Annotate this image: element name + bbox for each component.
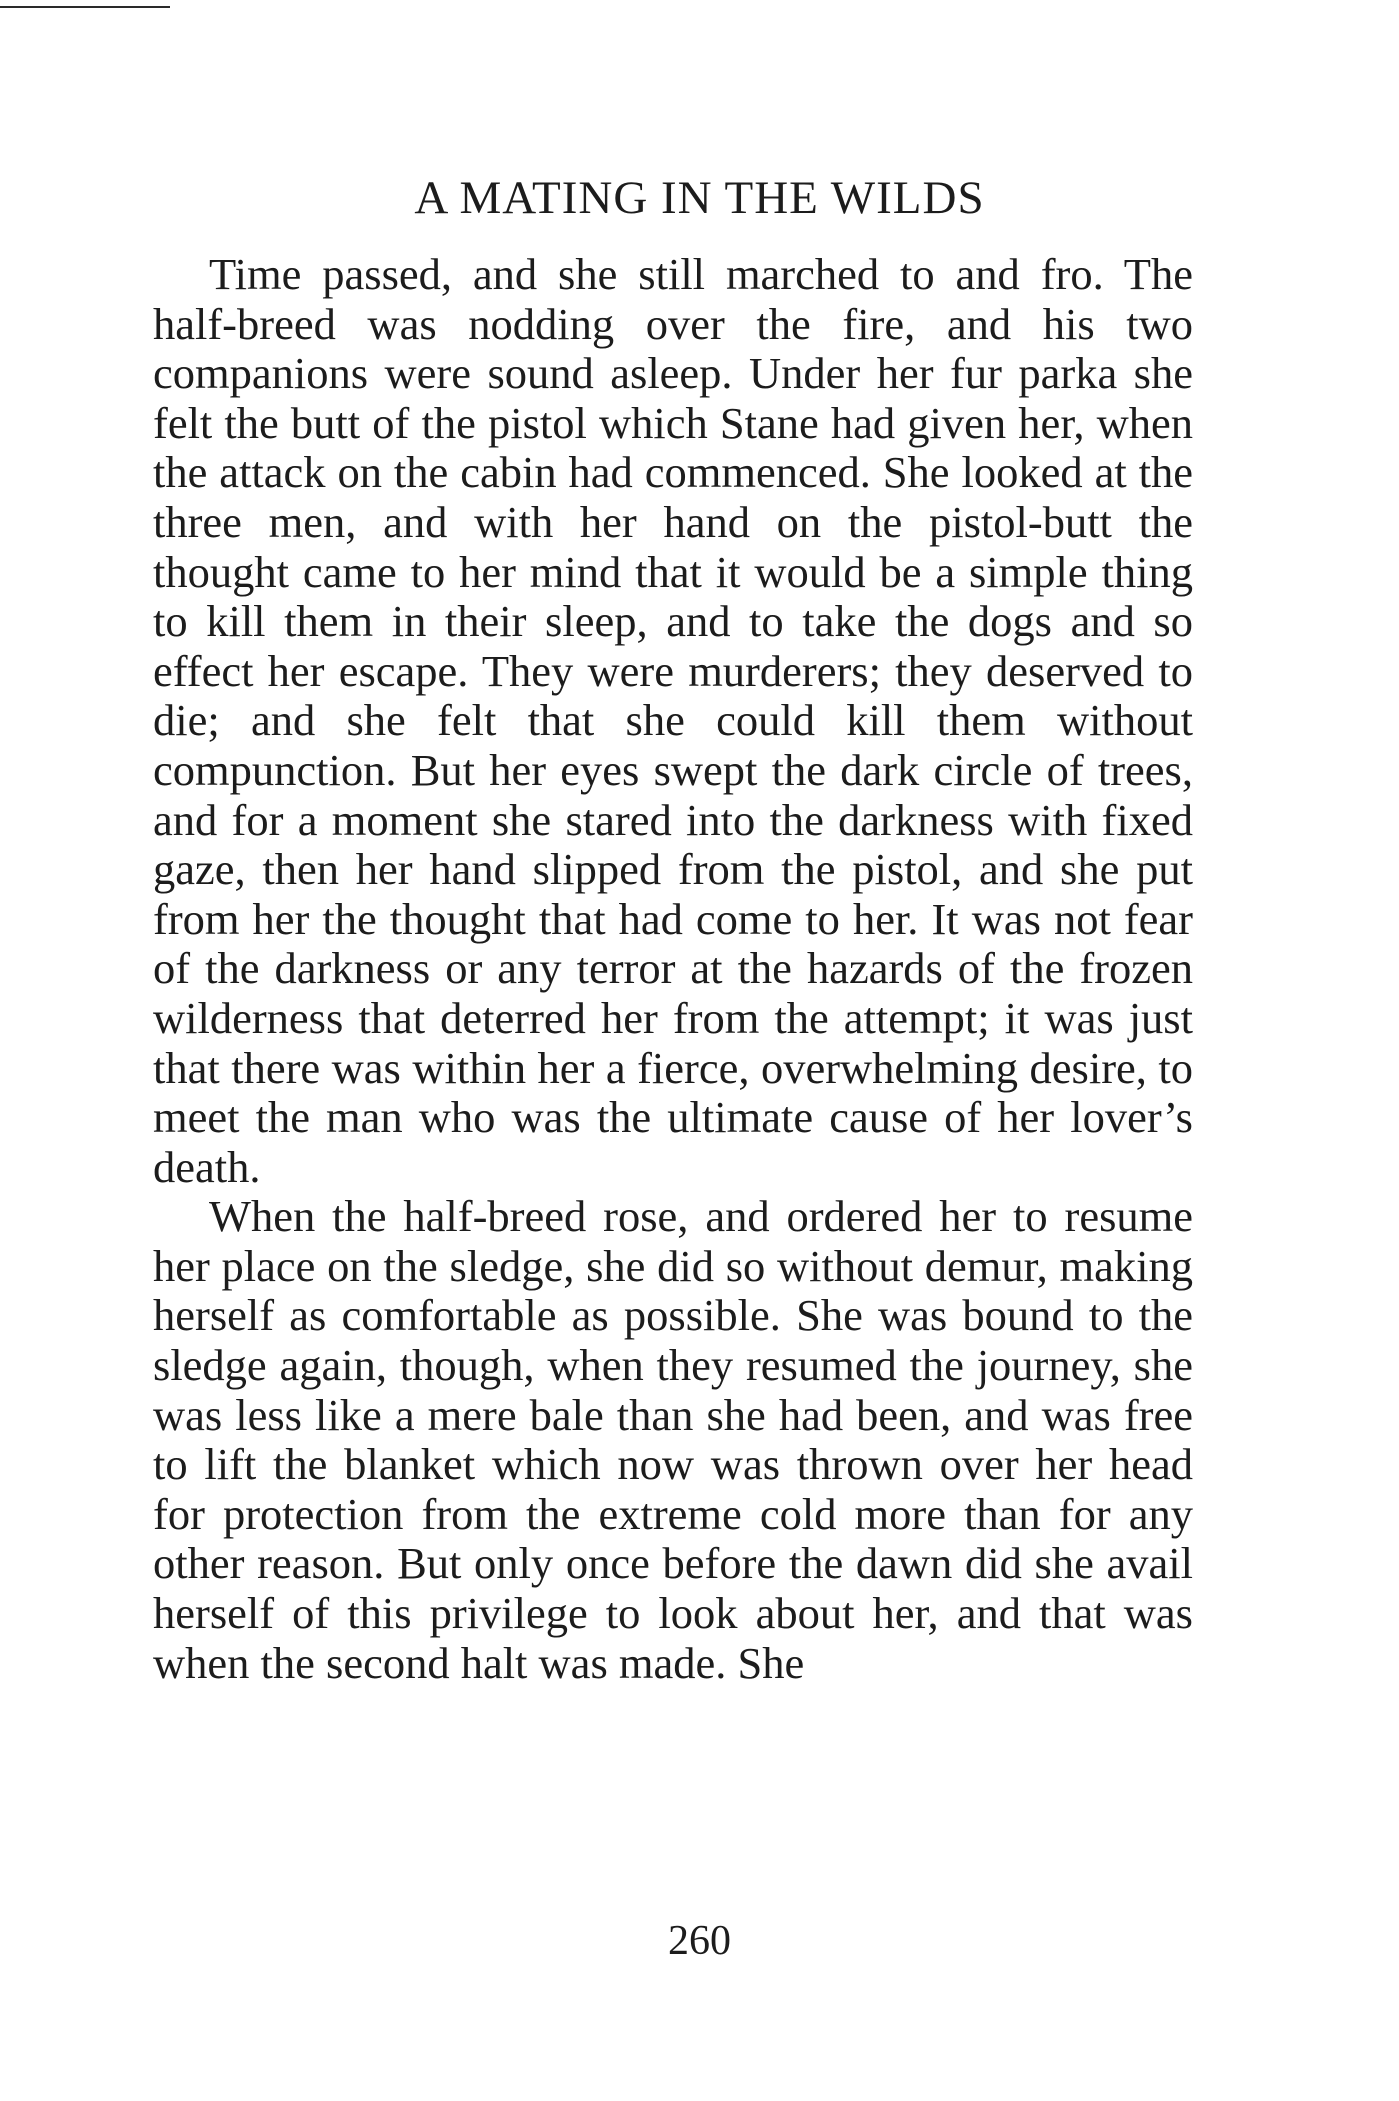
corner-rule xyxy=(0,6,170,8)
paragraph-1: Time passed, and she still marched to and fro. The half-breed was nodding over the fire, and his two companions were sound asleep. Under her fur parka she felt the butt of the pistol which Stane had given her, when the attack on the cabin had commenced. She looked at the three men, and with her hand on the pistol-butt the thought came to her mind that it would be a simple thing to kill them in their sleep, and to take the dogs and so effect her escape. They were murderers; they deserved to die; and she felt that she could kill them without compunction. But her eyes swept the dark circle of trees, and for a moment she stared into the darkness with fixed gaze, then her hand slipped from the pistol, and she put from her the thought that had come to her. It was not fear of the darkness or any terror at the hazards of the frozen wilderness that deterred her from the attempt; it was just that there was within her a fierce, overwhelming desire, to meet the man who was the ultimate cause of her lover’s death. xyxy=(153,249,1193,1192)
running-head: A MATING IN THE WILDS xyxy=(414,172,985,224)
body-text xyxy=(153,250,1193,1688)
page-number: 260 xyxy=(668,1918,731,1964)
paragraph-2: When the half-breed rose, and ordered her to resume her place on the sledge, she did so without demur, making herself as comfortable as possible. She was bound to the sledge again, though, when they resumed the journey, she was less like a mere bale than she had been, and was free to lift the blanket which now was thrown over her head for protection from the extreme cold more than for any other reason. But only once before the dawn did she avail herself of this privilege to look about her, and that was when the second halt was made. She xyxy=(153,1191,1193,1688)
